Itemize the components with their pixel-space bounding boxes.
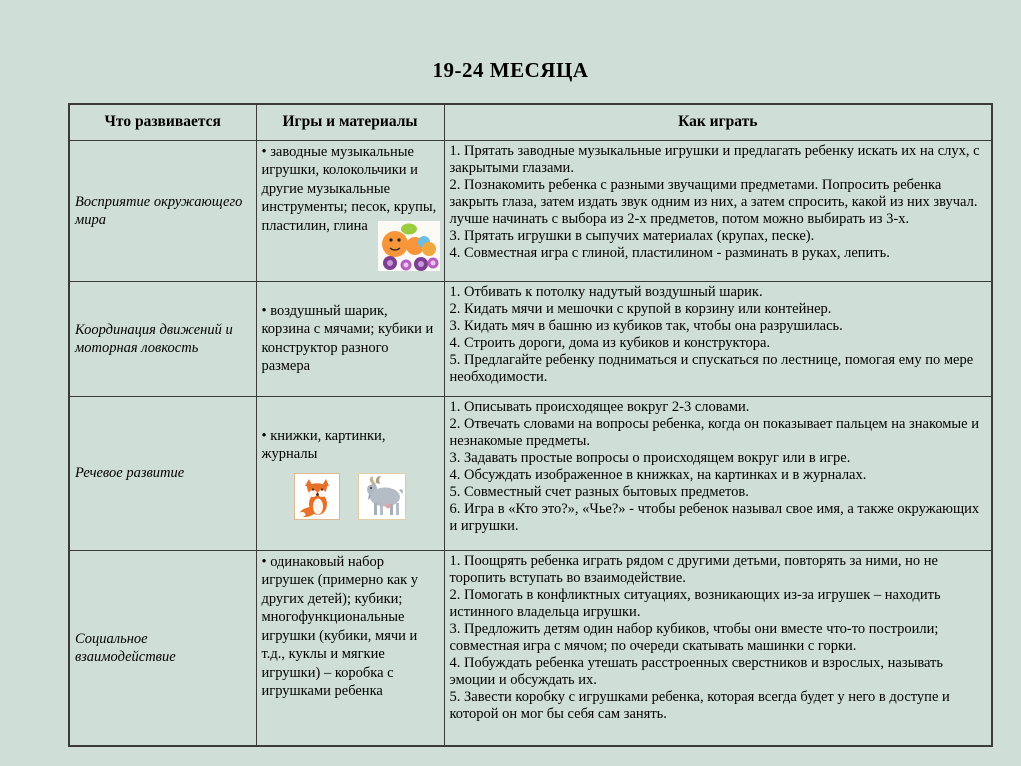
develops-label: Речевое развитие bbox=[75, 465, 185, 481]
how-step: 3. Задавать простые вопросы о происходящем вокруг или в игре. bbox=[449, 449, 851, 466]
goat-image bbox=[358, 473, 406, 520]
materials-images bbox=[262, 473, 439, 520]
how-to-play-cell bbox=[444, 396, 992, 550]
how-step: 4. Обсуждать изображенное в книжках, на картинках и в журналах. bbox=[449, 466, 867, 483]
page-title: 19-24 МЕСЯЦА bbox=[432, 58, 589, 82]
develops-label: Восприятие окружающего мира bbox=[75, 193, 243, 228]
how-step: 4. Побуждать ребенка утешать расстроенных сверстников и взрослых, называть эмоции и обсуждать их. bbox=[449, 654, 944, 688]
development-table bbox=[68, 103, 993, 747]
develops-cell bbox=[69, 281, 256, 396]
header-what-develops: Что развивается bbox=[69, 104, 256, 140]
how-step: 3. Кидать мяч в башню из кубиков так, чтобы она разрушилась. bbox=[449, 317, 843, 334]
caterpillar-toy-image bbox=[378, 221, 440, 271]
header-how-to-play: Как играть bbox=[444, 104, 992, 140]
how-step: 2. Помогать в конфликтных ситуациях, возникающих из-за игрушек – находить истинного владельца игрушки. bbox=[449, 586, 941, 620]
materials-cell bbox=[256, 396, 444, 550]
header-games-materials: Игры и материалы bbox=[256, 104, 444, 140]
materials-text: • воздушный шарик, корзина с мячами; кубики и конструктор разного размера bbox=[261, 302, 434, 374]
how-step: 1. Отбивать к потолку надутый воздушный шарик. bbox=[449, 283, 763, 300]
materials-text: • заводные музыкальные игрушки, колокольчики и другие музыкальные инструменты; песок, крупы, пластилин, глина bbox=[261, 143, 437, 234]
materials-cell bbox=[256, 550, 444, 746]
how-step: 4. Совместная игра с глиной, пластилином - разминать в руках, лепить. bbox=[449, 244, 890, 261]
how-step: 4. Строить дороги, дома из кубиков и конструктора. bbox=[449, 334, 771, 351]
how-step: 5. Завести коробку с игрушками ребенка, которая всегда будет у него в доступе и которой он мог бы себя сам занять. bbox=[449, 688, 950, 722]
how-step: 3. Предложить детям один набор кубиков, чтобы они вместе что-то построили; совместная игра с мячом; по очереди скатывать машинки с горки. bbox=[449, 620, 939, 654]
develops-label: Координация движений и моторная ловкость bbox=[75, 321, 233, 356]
how-step: 6. Игра в «Кто это?», «Чье?» - чтобы ребенок называл свое имя, а также окружающих и игрушки. bbox=[449, 500, 980, 534]
how-step: 1. Описывать происходящее вокруг 2-3 словами. bbox=[449, 398, 750, 415]
develops-cell bbox=[69, 396, 256, 550]
how-to-play-cell bbox=[444, 550, 992, 746]
table-row bbox=[69, 550, 992, 746]
how-to-play-cell bbox=[444, 140, 992, 281]
materials-text: • книжки, картинки, журналы bbox=[261, 427, 386, 462]
materials-text: • одинаковый набор игрушек (примерно как у других детей); кубики; многофункциональные игрушки (кубики, мячи и т.д., куклы и мягкие игрушки) – коробка с игрушками ребенка bbox=[261, 553, 419, 699]
how-step: 3. Прятать игрушки в сыпучих материалах (крупах, песке). bbox=[449, 227, 815, 244]
how-step: 2. Познакомить ребенка с разными звучащими предметами. Попросить ребенка закрыть глаза, затем издать звук одним из них, а затем спросить, какой из них звучал. лучше начинать с выбора из 2-х предметов, потом можно выбирать из 3-х. bbox=[449, 176, 978, 227]
header-row bbox=[69, 104, 992, 140]
materials-cell bbox=[256, 140, 444, 281]
table-row bbox=[69, 281, 992, 396]
how-step: 5. Совместный счет разных бытовых предметов. bbox=[449, 483, 749, 500]
how-step: 2. Отвечать словами на вопросы ребенка, когда он показывает пальцем на знакомые и незнакомые предметы. bbox=[449, 415, 979, 449]
table-row bbox=[69, 396, 992, 550]
how-to-play-cell bbox=[444, 281, 992, 396]
table-row bbox=[69, 140, 992, 281]
how-step: 1. Прятать заводные музыкальные игрушки и предлагать ребенку искать их на слух, с закрытыми глазами. bbox=[449, 142, 980, 176]
develops-cell bbox=[69, 140, 256, 281]
develops-label: Социальное взаимодействие bbox=[75, 630, 176, 665]
how-step: 5. Предлагайте ребенку подниматься и спускаться по лестнице, помогая ему по мере необходимости. bbox=[449, 351, 974, 385]
fox-image bbox=[294, 473, 340, 520]
how-step: 1. Поощрять ребенка играть рядом с другими детьми, повторять за ними, но не торопить вступать во взаимодействие. bbox=[449, 552, 938, 586]
develops-cell bbox=[69, 550, 256, 746]
how-step: 2. Кидать мячи и мешочки с крупой в корзину или контейнер. bbox=[449, 300, 832, 317]
materials-cell bbox=[256, 281, 444, 396]
